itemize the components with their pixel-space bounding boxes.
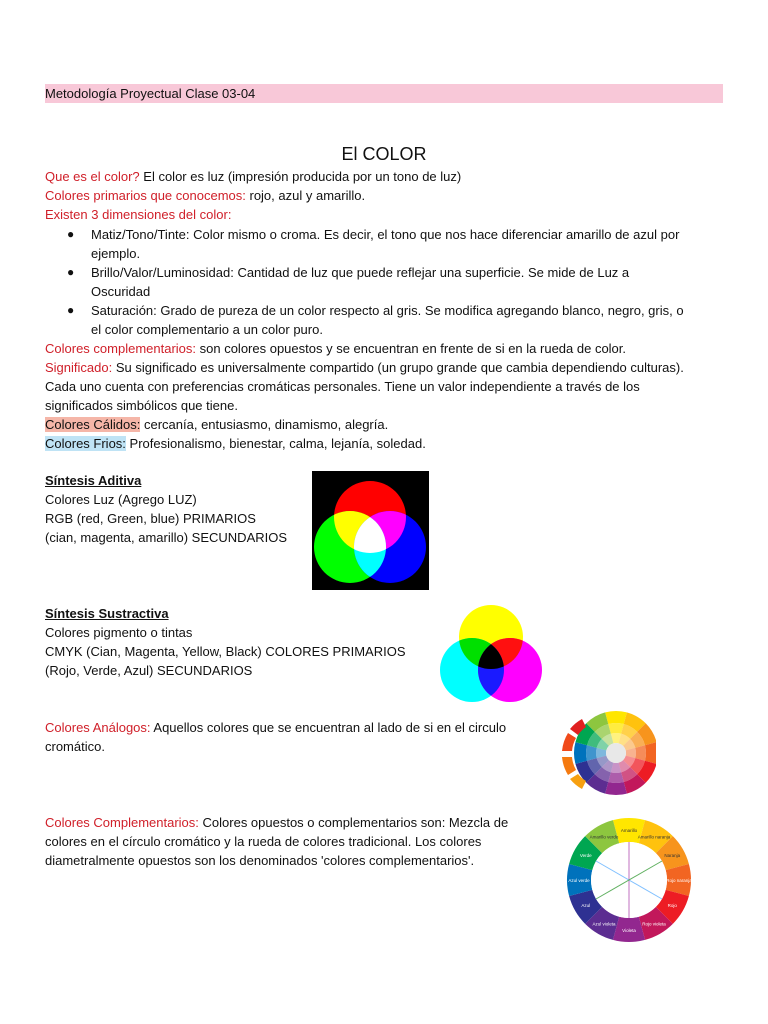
significado-text-1: Su significado es universalmente compartido (un grupo grande que cambia dependiendo culturas). — [112, 360, 684, 375]
dimension-3-line-2: el color complementario a un color puro. — [91, 322, 323, 337]
wheel-label: Amarillo — [620, 828, 638, 833]
bullet-icon: ● — [67, 265, 75, 279]
wheel-label: Amarillo verde — [589, 834, 619, 840]
calidos-label: Colores Cálidos: — [45, 417, 141, 432]
complementarios-line-2: colores en el círculo cromático y la rueda de colores tradicional. Los colores — [45, 834, 482, 849]
frios-line — [45, 434, 426, 453]
intro-line-1 — [45, 167, 461, 186]
frios-text: Profesionalismo, bienestar, calma, lejanía, soledad. — [125, 436, 426, 451]
significado-line-2: Cada uno cuenta con preferencias cromáticas personales. Tiene un valor independiente a través de los — [45, 379, 640, 394]
complementary-intro-text: son colores opuestos y se encuentran en frente de si en la rueda de color. — [196, 341, 627, 356]
sustractiva-line-3: (Rojo, Verde, Azul) SECUNDARIOS — [45, 663, 253, 678]
aditiva-line-1: Colores Luz (Agrego LUZ) — [45, 492, 197, 507]
analogos-line-2: cromático. — [45, 739, 105, 754]
intro-label-1: Que es el color? — [45, 169, 140, 184]
significado-line-1 — [45, 358, 684, 377]
complementarios-label: Colores Complementarios: — [45, 815, 199, 830]
analogos-label: Colores Análogos: — [45, 720, 151, 735]
wheel-label: Azul verde — [568, 878, 590, 883]
wheel-label: Naranja — [664, 853, 681, 858]
aditiva-heading: Síntesis Aditiva — [45, 473, 142, 488]
intro-text-1: El color es luz (impresión producida por un tono de luz) — [139, 169, 462, 184]
intro-label-3: Existen 3 dimensiones del color: — [45, 207, 232, 222]
significado-line-3: significados simbólicos que tiene. — [45, 398, 238, 413]
dimension-1-line-2: ejemplo. — [91, 246, 141, 261]
complementary-intro-label: Colores complementarios: — [45, 341, 197, 356]
wheel-label: Violeta — [622, 928, 636, 933]
intro-line-3 — [45, 205, 231, 224]
significado-label: Significado: — [45, 360, 113, 375]
sustractiva-line-2: CMYK (Cian, Magenta, Yellow, Black) COLORES PRIMARIOS — [45, 644, 406, 659]
wheel-label: Azul violeta — [592, 921, 616, 927]
complementarios-text-1: Colores opuestos o complementarios son: Mezcla de — [198, 815, 509, 830]
bullet-icon: ● — [67, 227, 75, 241]
dimension-2-line-2: Oscuridad — [91, 284, 151, 299]
sustractiva-line-1: Colores pigmento o tintas — [45, 625, 193, 640]
dimension-2-line-1: Brillo/Valor/Luminosidad: Cantidad de luz que puede reflejar una superficie. Se mide de Luz a — [91, 265, 630, 280]
analogos-text-1: Aquellos colores que se encuentran al lado de si en el circulo — [150, 720, 507, 735]
complementary-wheel-image — [566, 817, 692, 943]
complementarios-line-1 — [45, 813, 508, 832]
wheel-label: Rojo — [667, 903, 677, 908]
intro-text-2: rojo, azul y amarillo. — [245, 188, 366, 203]
page-title: El COLOR — [341, 144, 427, 164]
calidos-line — [45, 415, 388, 434]
dimension-1-line-1: Matiz/Tono/Tinte: Color mismo o croma. Es decir, el tono que nos hace diferenciar amarillo de azul por — [91, 227, 680, 242]
intro-line-2 — [45, 186, 365, 205]
subtractive-synthesis-image — [436, 603, 548, 707]
calidos-text: cercanía, entusiasmo, dinamismo, alegría. — [140, 417, 389, 432]
aditiva-line-3: (cian, magenta, amarillo) SECUNDARIOS — [45, 530, 288, 545]
analogos-line-1 — [45, 718, 506, 737]
document-header: Metodología Proyectual Clase 03-04 — [45, 86, 256, 101]
wheel-label: Rojo naranja — [666, 878, 692, 883]
frios-label: Colores Frios: — [45, 436, 126, 451]
complementary-intro — [45, 339, 626, 358]
complementarios-line-3: diametralmente opuestos son los denominados 'colores complementarios'. — [45, 853, 475, 868]
dimension-3-line-1: Saturación: Grado de pureza de un color respecto al gris. Se modifica agregando blanco, negro, gris, o — [91, 303, 684, 318]
intro-label-2: Colores primarios que conocemos: — [45, 188, 246, 203]
additive-synthesis-image — [312, 471, 429, 590]
sustractiva-heading: Síntesis Sustractiva — [45, 606, 169, 621]
wheel-label: Verde — [579, 853, 592, 858]
wheel-label: Rojo violeta — [642, 921, 666, 927]
analogous-wheel-image — [556, 705, 656, 801]
bullet-icon: ● — [67, 303, 75, 317]
wheel-label: Amarillo naranja — [637, 834, 671, 840]
aditiva-line-2: RGB (red, Green, blue) PRIMARIOS — [45, 511, 256, 526]
wheel-label: Azul — [581, 903, 591, 908]
